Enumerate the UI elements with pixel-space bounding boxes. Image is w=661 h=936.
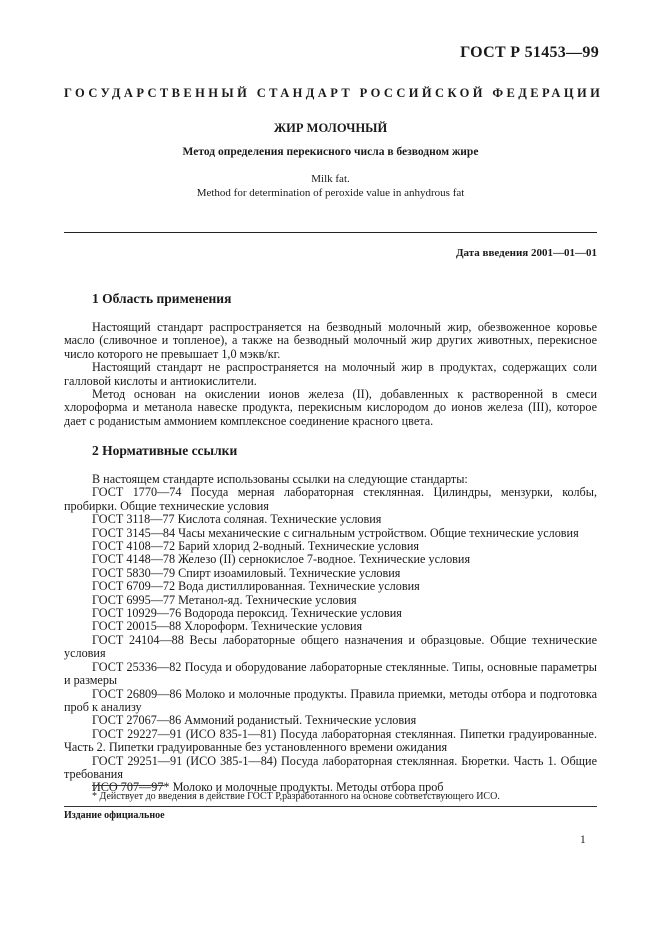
section-1-paragraph: Настоящий стандарт распространяется на безводный молочный жир, обезвоженное коровье масло (сливочное и топленое), а также на безводный молочный жир других животных, перекисное число которого не превышает 1,0 мэкв/кг.: [64, 320, 597, 361]
reference-item: ГОСТ 29251—91 (ИСО 385-1—84) Посуда лабораторная стеклянная. Бюретки. Часть 1. Общие требования: [64, 753, 597, 781]
section-2-intro: В настоящем стандарте использованы ссылки на следующие стандарты:: [92, 472, 468, 486]
introduction-date: Дата введения 2001—01—01: [455, 247, 597, 259]
english-title-line-2: Method for determination of peroxide value in anhydrous fat: [196, 187, 465, 199]
reference-item: ГОСТ 29227—91 (ИСО 835-1—81) Посуда лабораторная стеклянная. Пипетки градуированные. Часть 2. Пипетки градуированные без установленного времени ожидания: [64, 726, 597, 755]
reference-item: ГОСТ 24104—88 Весы лабораторные общего назначения и образцовые. Общие технические условия: [64, 632, 597, 661]
state-standard-banner: ГОСУДАРСТВЕННЫЙ СТАНДАРТ РОССИЙСКОЙ ФЕДЕРАЦИИ: [64, 86, 604, 100]
reference-item: ИСО 707—97* Молоко и молочные продукты. Методы отбора проб: [92, 780, 444, 795]
document-id: ГОСТ Р 51453—99: [460, 44, 599, 61]
reference-item: ГОСТ 27067—86 Аммоний роданистый. Технические условия: [92, 713, 417, 728]
english-title-line-1: Milk fat.: [311, 173, 350, 185]
reference-item: ГОСТ 20015—88 Хлороформ. Технические условия: [92, 619, 363, 634]
section-2-body: [64, 473, 597, 795]
reference-item: ГОСТ 10929—76 Водорода пероксид. Технические условия: [92, 606, 402, 621]
reference-item: ГОСТ 1770—74 Посуда мерная лабораторная стеклянная. Цилиндры, мензурки, колбы, пробирки. Общие технические условия: [64, 485, 597, 513]
reference-item: ГОСТ 6709—72 Вода дистиллированная. Технические условия: [92, 579, 420, 594]
section-1-body: [64, 321, 597, 428]
edition-label: Издание официальное: [64, 810, 165, 821]
bottom-rule: [64, 806, 597, 807]
section-1-heading: 1 Область применения: [92, 291, 232, 306]
reference-item: ГОСТ 26809—86 Молоко и молочные продукты. Правила приемки, методы отбора и подготовка проб к анализу: [64, 686, 597, 714]
document-title: ЖИР МОЛОЧНЫЙ: [273, 121, 388, 135]
reference-item: ГОСТ 25336—82 Посуда и оборудование лабораторные стеклянные. Типы, основные параметры и размеры: [64, 659, 597, 688]
footnote: * Действует до введения в действие ГОСТ Р,разработанного на основе соответствующего ИСО.: [92, 791, 500, 802]
reference-item: ГОСТ 3118—77 Кислота соляная. Технические условия: [92, 512, 382, 527]
reference-item: ГОСТ 3145—84 Часы механические с сигнальным устройством. Общие технические условия: [92, 525, 579, 540]
reference-item: ГОСТ 5830—79 Спирт изоамиловый. Технические условия: [92, 565, 401, 580]
english-title: [64, 172, 597, 200]
reference-item: ГОСТ 4148—78 Железо (II) сернокислое 7-водное. Технические условия: [92, 552, 471, 567]
reference-item: ГОСТ 6995—77 Метанол-яд. Технические условия: [92, 592, 357, 607]
section-1-paragraph: Настоящий стандарт не распространяется на молочный жир в продуктах, содержащих соли галловой кислоты и антиокислители.: [64, 360, 597, 388]
footnote-rule: [92, 785, 164, 786]
section-1-paragraph: Метод основан на окислении ионов железа (II), добавленных к растворенной в смеси хлороформа и метанола навеске продукта, перекисным кислородом до ионов железа (III), которое дает с роданистым аммонием комплексное соединение красного цвета.: [64, 387, 597, 428]
page-number: 1: [580, 834, 586, 846]
header-rule: [64, 232, 597, 233]
document-subtitle: Метод определения перекисного числа в безводном жире: [182, 146, 479, 158]
section-2-heading: 2 Нормативные ссылки: [92, 443, 238, 458]
reference-item: ГОСТ 4108—72 Барий хлорид 2-водный. Технические условия: [92, 539, 420, 554]
